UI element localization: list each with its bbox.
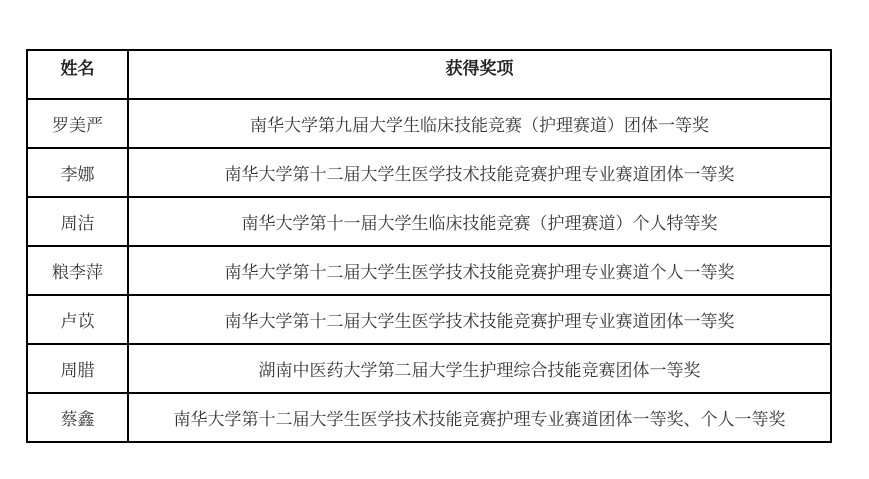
table-body — [27, 99, 831, 442]
cell-award: 南华大学第九届大学生临床技能竞赛（护理赛道）团体一等奖 — [128, 99, 831, 148]
header-name: 姓名 — [27, 50, 128, 99]
header-row — [27, 50, 831, 99]
table-row — [27, 393, 831, 442]
cell-name: 周洁 — [27, 197, 128, 246]
cell-name: 卢苡 — [27, 295, 128, 344]
cell-award: 湖南中医药大学第二届大学生护理综合技能竞赛团体一等奖 — [128, 344, 831, 393]
cell-name: 粮李萍 — [27, 246, 128, 295]
table-row — [27, 295, 831, 344]
cell-award: 南华大学第十二届大学生医学技术技能竞赛护理专业赛道个人一等奖 — [128, 246, 831, 295]
table-header — [27, 50, 831, 99]
header-award: 获得奖项 — [128, 50, 831, 99]
cell-name: 周腊 — [27, 344, 128, 393]
cell-name: 蔡鑫 — [27, 393, 128, 442]
table-row — [27, 148, 831, 197]
table-row — [27, 197, 831, 246]
cell-award: 南华大学第十二届大学生医学技术技能竞赛护理专业赛道团体一等奖 — [128, 295, 831, 344]
table-row — [27, 99, 831, 148]
awards-table — [26, 49, 832, 443]
cell-award: 南华大学第十二届大学生医学技术技能竞赛护理专业赛道团体一等奖、个人一等奖 — [128, 393, 831, 442]
cell-name: 李娜 — [27, 148, 128, 197]
cell-name: 罗美严 — [27, 99, 128, 148]
cell-award: 南华大学第十一届大学生临床技能竞赛（护理赛道）个人特等奖 — [128, 197, 831, 246]
table-row — [27, 344, 831, 393]
cell-award: 南华大学第十二届大学生医学技术技能竞赛护理专业赛道团体一等奖 — [128, 148, 831, 197]
table-row — [27, 246, 831, 295]
